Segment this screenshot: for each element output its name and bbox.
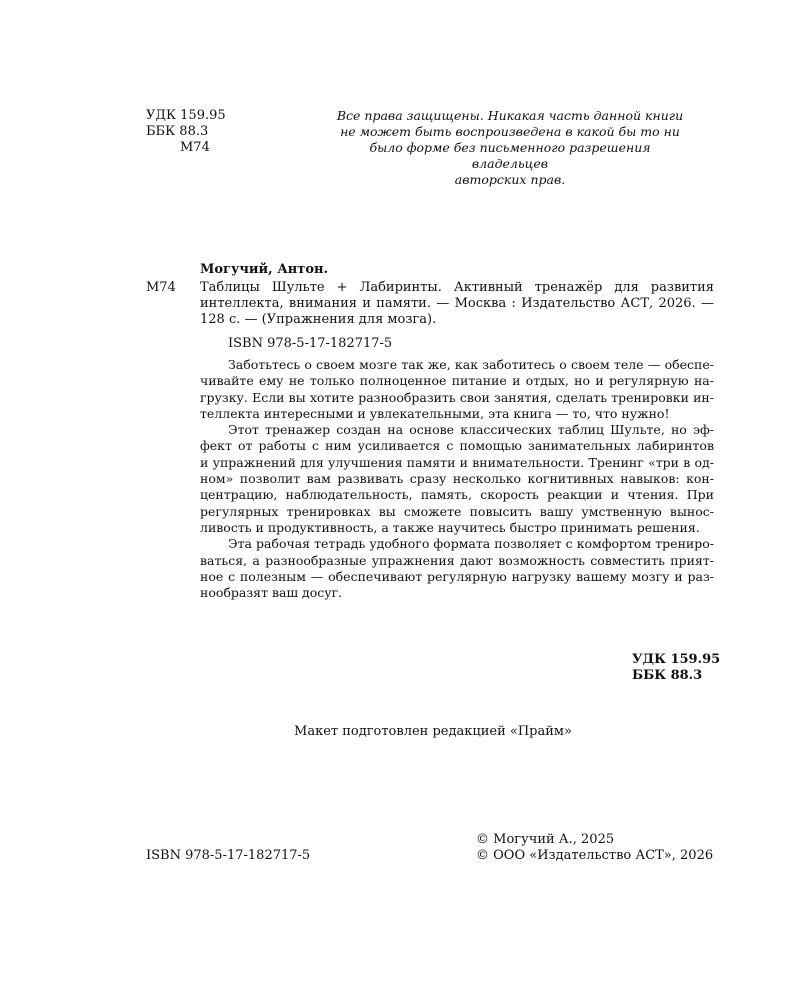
rights-line: Все права защищены. Никакая часть данной книги (336, 108, 684, 123)
bbk-code-bold: ББК 88.3 (632, 668, 703, 683)
annotation-line: ливость и продуктивность, а также научитесь быстро принимать решения. (200, 519, 700, 535)
rights-line: не может быть воспроизведена в какой бы то ни (340, 124, 680, 139)
annotation-line: Заботьтесь о своем мозге так же, как заботитесь о своем теле — обеспе- (228, 357, 714, 372)
rights-line: было форме без письменного разрешения владельцев (369, 140, 651, 171)
catalog-mark: М74 (146, 280, 176, 295)
annotation-line: Эта рабочая тетрадь удобного формата позволяет с комфортом трениро- (228, 536, 714, 552)
annotation-line: и упражнений для улучшения памяти и внимательности. Тренинг «три в од- (200, 454, 714, 470)
annotation (200, 357, 714, 601)
annotation-line: грузку. Если вы хотите разнообразить свои занятия, сделать тренировки ин- (200, 389, 714, 405)
annotation-line: ваться, а разнообразные упражнения дают возможность совместить прият- (200, 552, 714, 568)
copyrights (476, 832, 713, 864)
classification-block (146, 108, 226, 156)
annotation-line: центрацию, наблюдательность, память, скорость реакции и чтения. При (200, 487, 714, 503)
annotation-line: чивайте ему не только полноценное питание и отдых, но и регулярную на- (200, 373, 714, 389)
catalog-description (200, 280, 714, 328)
author-mark: М74 (180, 140, 210, 155)
rights-line: авторских прав. (454, 172, 566, 187)
annotation-line: фект от работы с ним усиливается с помощью занимательных лабиринтов (200, 438, 714, 454)
description-line: 128 с. — (Упражнения для мозга). (200, 312, 437, 327)
udk-code: УДК 159.95 (146, 108, 226, 123)
catalog-isbn: ISBN 978-5-17-182717-5 (228, 336, 393, 351)
annotation-line: нообразят ваш досуг. (200, 585, 343, 601)
annotation-line: ном» позволит вам развивать сразу несколько когнитивных навыков: кон- (200, 471, 714, 487)
catalog-author: Могучий, Антон. (200, 262, 329, 277)
udk-code-bold: УДК 159.95 (632, 652, 721, 667)
annotation-line: Этот тренажер создан на основе классических таблиц Шульте, но эф- (228, 422, 714, 438)
annotation-line: теллекта интересными и увлекательными, эта книга — то, что нужно! (200, 405, 670, 421)
layout-note: Макет подготовлен редакцией «Прайм» (294, 724, 572, 739)
annotation-line: ное с полезным — обеспечивают регулярную нагрузку вашему мозгу и раз- (200, 568, 714, 584)
bottom-classification (632, 652, 720, 684)
copyright-line: © ООО «Издательство АСТ», 2026 (476, 848, 714, 863)
description-line: Таблицы Шульте + Лабиринты. Активный тренажёр для развития (200, 280, 714, 295)
copyright-line: © Могучий А., 2025 (476, 832, 615, 847)
bbk-code: ББК 88.3 (146, 124, 209, 139)
description-line: интеллекта, внимания и памяти. — Москва : Издательство АСТ, 2026. — (200, 296, 714, 311)
isbn-bottom: ISBN 978-5-17-182717-5 (146, 848, 311, 863)
annotation-line: регулярных тренировках вы сможете повысить вашу умственную вынос- (200, 503, 714, 519)
rights-notice (330, 108, 690, 188)
